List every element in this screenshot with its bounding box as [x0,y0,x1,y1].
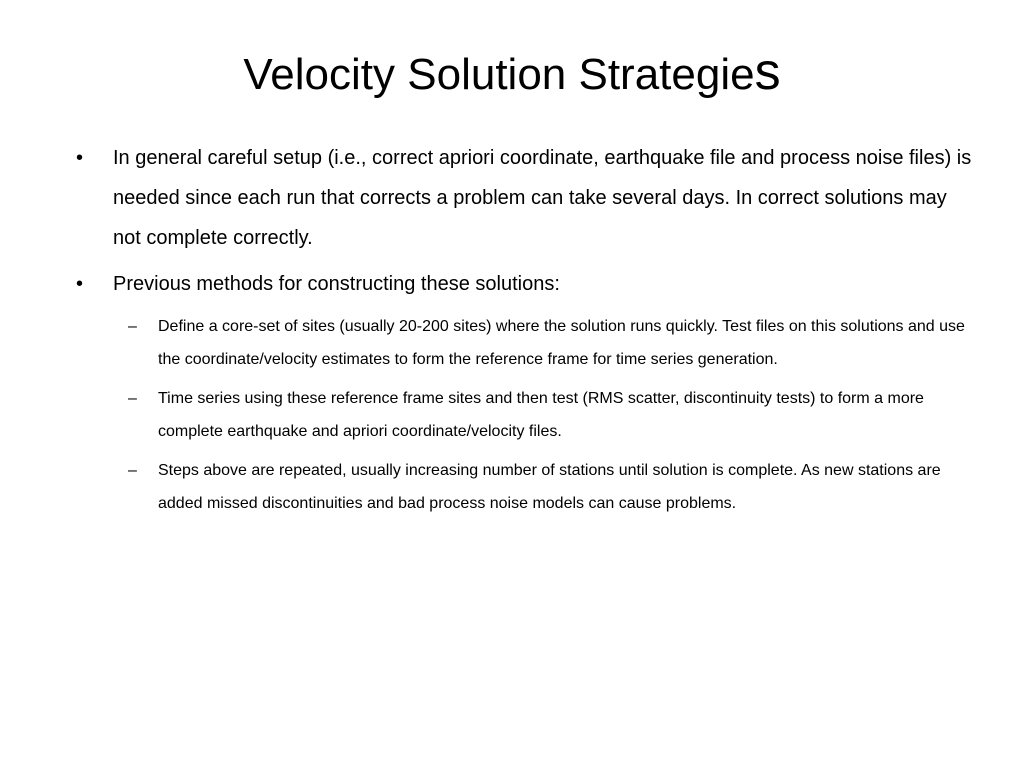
bullet-marker: • [76,147,84,169]
bullet-text: Previous methods for constructing these solutions: [113,273,560,295]
sub-bullet-core-set [128,310,978,376]
sub-bullet-time-series [128,382,978,448]
bullet-item-setup [76,138,976,258]
slide-content [76,138,976,526]
sub-bullet-text: Steps above are repeated, usually increasing number of stations until solution is complete. As new stations are added missed discontinuities and bad process noise models can cause problems. [158,462,941,512]
bullet-item-previous-methods [76,264,976,304]
sub-bullet-list [76,310,976,520]
sub-bullet-text: Define a core-set of sites (usually 20-200 sites) where the solution runs quickly. Test files on this solutions and use the coordinate/velocity estimates to form the reference frame for time series generation. [158,318,965,368]
sub-bullet-text: Time series using these reference frame sites and then test (RMS scatter, discontinuity tests) to form a more complete earthquake and apriori coordinate/velocity files. [158,390,924,440]
sub-bullet-marker: – [128,462,137,479]
slide-title [0,36,1024,111]
slide-title-tail: s [754,43,781,101]
sub-bullet-repeat-steps [128,454,978,520]
bullet-text: In general careful setup (i.e., correct apriori coordinate, earthquake file and process noise files) is needed since each run that corrects a problem can take several days. In correct solutions may not complete correctly. [113,147,972,249]
sub-bullet-marker: – [128,318,137,335]
bullet-marker: • [76,273,84,295]
sub-bullet-marker: – [128,390,137,407]
slide-title-main: Velocity Solution Strategie [243,50,755,99]
